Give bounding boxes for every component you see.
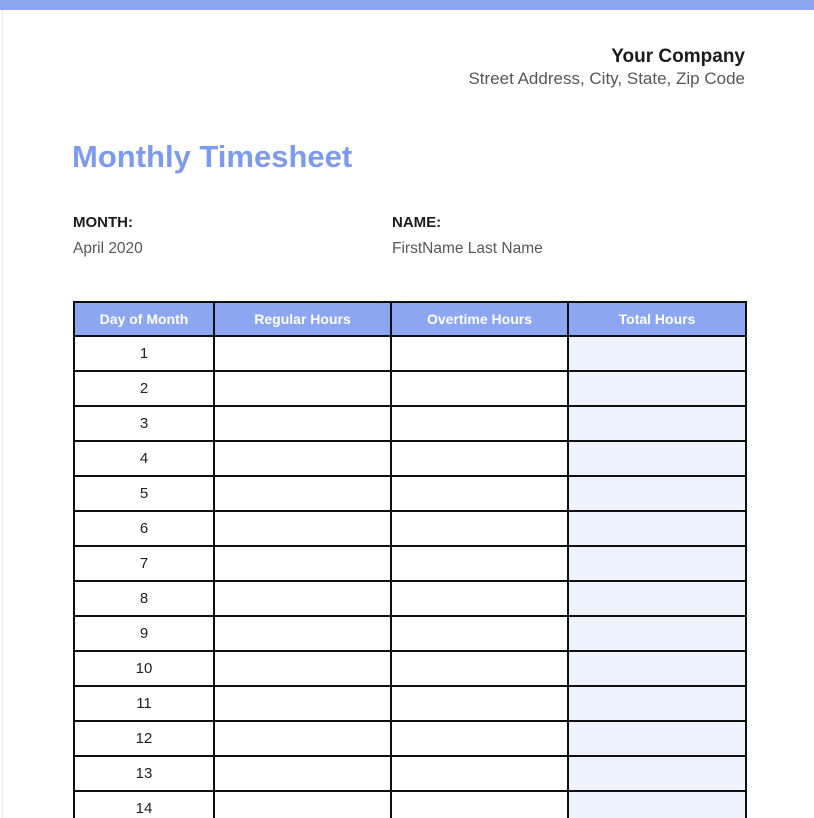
- cell-day: 1: [74, 336, 214, 371]
- cell-regular-hours[interactable]: [214, 651, 391, 686]
- cell-day: 4: [74, 441, 214, 476]
- cell-overtime-hours[interactable]: [391, 721, 568, 756]
- cell-total-hours[interactable]: [568, 371, 746, 406]
- cell-day: 2: [74, 371, 214, 406]
- table-row: [74, 371, 746, 406]
- cell-regular-hours[interactable]: [214, 406, 391, 441]
- cell-overtime-hours[interactable]: [391, 511, 568, 546]
- cell-total-hours[interactable]: [568, 406, 746, 441]
- cell-regular-hours[interactable]: [214, 616, 391, 651]
- table-row: [74, 336, 746, 371]
- cell-overtime-hours[interactable]: [391, 686, 568, 721]
- page-left-edge: [2, 10, 3, 818]
- company-name: Your Company: [611, 46, 745, 67]
- company-header: [468, 46, 745, 90]
- cell-total-hours[interactable]: [568, 581, 746, 616]
- top-accent-bar: [0, 0, 814, 10]
- table-row: [74, 511, 746, 546]
- table-row: [74, 476, 746, 511]
- cell-day: 6: [74, 511, 214, 546]
- cell-regular-hours[interactable]: [214, 546, 391, 581]
- cell-regular-hours[interactable]: [214, 441, 391, 476]
- table-row: [74, 791, 746, 818]
- cell-day: 14: [74, 791, 214, 818]
- cell-total-hours[interactable]: [568, 336, 746, 371]
- cell-total-hours[interactable]: [568, 791, 746, 818]
- cell-regular-hours[interactable]: [214, 791, 391, 818]
- cell-day: 9: [74, 616, 214, 651]
- cell-total-hours[interactable]: [568, 721, 746, 756]
- cell-overtime-hours[interactable]: [391, 546, 568, 581]
- cell-day: 13: [74, 756, 214, 791]
- page-title: Monthly Timesheet: [72, 139, 353, 174]
- header-total-hours: Total Hours: [568, 302, 746, 336]
- cell-total-hours[interactable]: [568, 756, 746, 791]
- cell-total-hours[interactable]: [568, 546, 746, 581]
- cell-overtime-hours[interactable]: [391, 616, 568, 651]
- name-value[interactable]: FirstName Last Name: [392, 240, 543, 257]
- cell-total-hours[interactable]: [568, 651, 746, 686]
- cell-overtime-hours[interactable]: [391, 406, 568, 441]
- cell-overtime-hours[interactable]: [391, 336, 568, 371]
- cell-day: 5: [74, 476, 214, 511]
- cell-day: 8: [74, 581, 214, 616]
- cell-overtime-hours[interactable]: [391, 371, 568, 406]
- table-row: [74, 581, 746, 616]
- header-day-of-month: Day of Month: [74, 302, 214, 336]
- table-row: [74, 651, 746, 686]
- cell-total-hours[interactable]: [568, 441, 746, 476]
- header-regular-hours: Regular Hours: [214, 302, 391, 336]
- cell-regular-hours[interactable]: [214, 371, 391, 406]
- table-row: [74, 546, 746, 581]
- table-row: [74, 406, 746, 441]
- timesheet-table-body: [74, 336, 746, 818]
- month-label: MONTH:: [73, 214, 133, 231]
- name-field: [392, 214, 711, 258]
- month-field: [73, 214, 392, 258]
- cell-total-hours[interactable]: [568, 616, 746, 651]
- cell-regular-hours[interactable]: [214, 581, 391, 616]
- cell-total-hours[interactable]: [568, 511, 746, 546]
- cell-total-hours[interactable]: [568, 476, 746, 511]
- meta-section: [73, 214, 711, 258]
- header-overtime-hours: Overtime Hours: [391, 302, 568, 336]
- cell-overtime-hours[interactable]: [391, 581, 568, 616]
- cell-day: 12: [74, 721, 214, 756]
- cell-overtime-hours[interactable]: [391, 476, 568, 511]
- cell-day: 11: [74, 686, 214, 721]
- table-row: [74, 756, 746, 791]
- cell-regular-hours[interactable]: [214, 476, 391, 511]
- table-row: [74, 441, 746, 476]
- cell-overtime-hours[interactable]: [391, 441, 568, 476]
- cell-total-hours[interactable]: [568, 686, 746, 721]
- name-label: NAME:: [392, 214, 442, 231]
- cell-overtime-hours[interactable]: [391, 756, 568, 791]
- table-row: [74, 721, 746, 756]
- cell-regular-hours[interactable]: [214, 511, 391, 546]
- company-address: Street Address, City, State, Zip Code: [468, 69, 745, 88]
- cell-regular-hours[interactable]: [214, 336, 391, 371]
- cell-day: 10: [74, 651, 214, 686]
- cell-regular-hours[interactable]: [214, 756, 391, 791]
- cell-day: 7: [74, 546, 214, 581]
- month-value[interactable]: April 2020: [73, 240, 143, 257]
- cell-regular-hours[interactable]: [214, 721, 391, 756]
- table-row: [74, 686, 746, 721]
- cell-regular-hours[interactable]: [214, 686, 391, 721]
- cell-overtime-hours[interactable]: [391, 791, 568, 818]
- cell-day: 3: [74, 406, 214, 441]
- cell-overtime-hours[interactable]: [391, 651, 568, 686]
- table-header-row: [74, 302, 746, 336]
- table-row: [74, 616, 746, 651]
- timesheet-table: [73, 301, 747, 818]
